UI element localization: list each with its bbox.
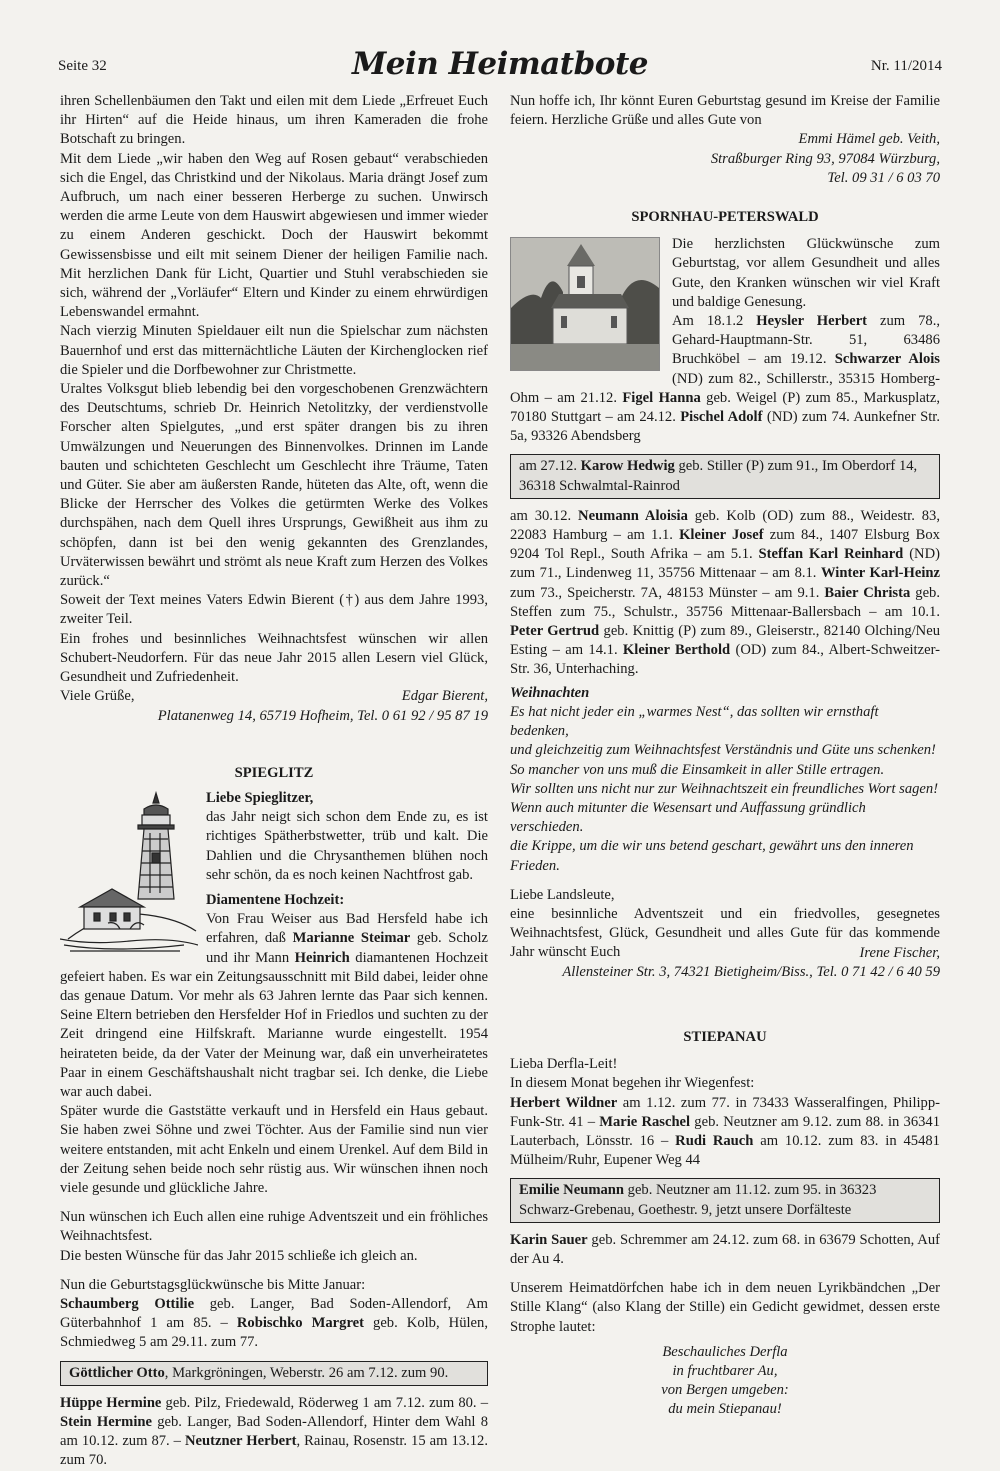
person-name: Pischel Adolf xyxy=(680,409,763,426)
left-column xyxy=(60,92,488,1471)
greeting: Viele Grüße, xyxy=(60,688,135,705)
text-run: , Rainau, Rosenstr. 15 am 13.12. zum 70. xyxy=(60,1433,488,1469)
section-heading-stiepanau: STIEPANAU xyxy=(683,1028,767,1045)
section-heading-spieglitz: SPIEGLITZ xyxy=(234,764,314,781)
signature-phone: Tel. 09 31 / 6 03 70 xyxy=(827,169,940,186)
birthday-list xyxy=(510,507,940,680)
text-run: geb. Kolb (OD) zum 88., Weidestr. 83, 22083 Hamburg – am 1.1. xyxy=(510,507,940,544)
person-name: Steffan Karl Reinhard xyxy=(758,546,904,563)
person-name: Emilie Neumann xyxy=(519,1182,624,1199)
signature-address: Platanenweg 14, 65719 Hofheim, Tel. 0 61 92 / 95 87 19 xyxy=(157,707,488,724)
person-name: Stein Hermine xyxy=(60,1414,152,1430)
person-name: Kleiner Josef xyxy=(679,527,764,544)
person-name: Peter Gertrud xyxy=(510,623,600,640)
tower-icon xyxy=(60,789,198,955)
person-name: Herbert Wildner xyxy=(510,1094,618,1111)
text-run: Von Frau Weiser aus Bad Hersfeld habe ich erfahren, daß xyxy=(206,911,488,947)
signature-name: Irene Fischer, xyxy=(859,944,940,961)
text-run: am 27.12. xyxy=(519,458,581,475)
signature-line xyxy=(60,687,488,706)
verse-line: du mein Stiepanau! xyxy=(668,1401,782,1418)
paragraph: Später wurde die Gaststätte verkauft und in Hersfeld ein Haus gebaut. Sie haben zwei Söhne und zwei Töchter. Aus der Familie sind nun vier weitere entstanden, mit acht Enkeln und einem Urenkel. Auf dem Bild in der Zeitung sehen beide noch sehr rüstig aus. Wir wünschen ihnen noch viele gesunde und glückliche Jahre. xyxy=(60,1103,488,1196)
person-name: Baier Christa xyxy=(824,584,911,601)
person-name: Rudi Rauch xyxy=(675,1132,754,1149)
birthday-list xyxy=(60,1394,488,1471)
signature-name: Edgar Bierent, xyxy=(401,688,488,705)
poem-line: Wir sollten uns nicht nur zur Weihnachtszeit ein freundliches Wort sagen! xyxy=(510,780,939,797)
section-heading-spornhau: SPORNHAU-PETERSWALD xyxy=(631,209,819,226)
person-name: Neutzner Herbert xyxy=(184,1433,297,1450)
poem-line: Wenn auch mitunter die Wesensart und Auffassung gründlich verschieden. xyxy=(510,799,866,836)
paragraph: eine besinnliche Adventszeit und ein friedvolles, gesegnetes Weihnachtsfest, Glück, Gesundheit und alles Gute für das kommende Jahr wünscht Euch xyxy=(510,905,940,961)
text-run: am 30.12. xyxy=(510,507,579,524)
salutation: Liebe Spieglitzer, xyxy=(206,789,314,806)
paragraph: ihren Schellenbäumen den Takt und eilen mit dem Liede „Erfreuet Euch ihr Hirten“ auf die Heide hinaus, um ihren Kameraden die frohe Botschaft zu bringen. xyxy=(60,93,488,148)
greeting: Liebe Landsleute, xyxy=(510,886,615,903)
person-name: Robischko Margret xyxy=(236,1315,364,1332)
person-name: Heinrich xyxy=(294,949,350,966)
highlight-box xyxy=(60,1361,488,1386)
text-run: (OD) zum 84., Albert-Schweitzer-Str. 36, Unterhaching. xyxy=(510,642,940,678)
text-run: geb. Knittig (P) zum 89., Gleiserstr., 82140 Olching/Neu Esting – am 14.1. xyxy=(510,623,940,659)
person-name: Hüppe Hermine xyxy=(60,1394,162,1411)
paragraph: In diesem Monat begehen ihr Wiegenfest: xyxy=(510,1075,755,1092)
text-run: Am 18.1.2 xyxy=(672,313,757,330)
person-name: Heysler Herbert xyxy=(756,313,868,330)
text-run: geb. Langer, Bad Soden-Allendorf, Am Güterbahnhof 1 am 85. – xyxy=(60,1295,488,1332)
issue-number: Nr. 11/2014 xyxy=(870,58,942,74)
text-run: geb. Neutzner am 11.12. zum 95. in 36323 Schwarz-Grebenau, Goethestr. 9, jetzt unsere Dorfälteste xyxy=(519,1182,877,1218)
paragraph: Nun wünschen ich Euch allen eine ruhige Adventszeit und ein fröhliches Weihnachtsfest. xyxy=(60,1209,488,1245)
text-run: geb. Stiller (P) zum 91., Im Oberdorf 14, 36318 Schwalmtal-Rainrod xyxy=(519,458,918,494)
text-run: diamantenen Hochzeit gefeiert haben. Es war ein Zeitungsausschnitt mit Bild dabei, leider ohne das genaue Datum. Vor mehr als 63 Jahren lernte das Paar sich kennen. Seine Eltern betrieben den Hersfelder Hof in Friedlos und suchten zu der Zeit dringend eine Hilfskraft. Marianne wurde eingestellt. 1954 heirateten beide, da der Vater der Meinung war, daß ein unverheiratetes Paar in einem Geschäftshaushalt nicht tragbar sei. Ich denke, die Liebe war auch dabei. xyxy=(60,949,488,1100)
verse-line: Beschauliches Derfla xyxy=(662,1343,788,1360)
text-run: geb. Scholz und ihr Mann xyxy=(206,930,488,966)
person-name: Schaumberg Ottilie xyxy=(60,1295,195,1312)
paragraph: das Jahr neigt sich schon dem Ende zu, es ist richtiges Spätherbstwetter, trüb und kalt. Die Dahlien und die Chrysanthemen blühen noch sehr schön, da es noch keinen Nachtfrost gab. xyxy=(206,809,488,883)
poem-title: Weihnachten xyxy=(510,684,590,701)
verse-line: von Bergen umgeben: xyxy=(661,1382,789,1399)
paragraph: Uraltes Volksgut blieb lebendig bei den vorgeschobenen Grenzwächtern des Deutschtums, schrieb Dr. Heinrich Netolitzky, der verdienstvolle Forscher alten Spielgutes, „und erst später drangen bis zu ihren Umwälzungen und Neuerungen des Binnenvolkes. Drinnen im Lande bauten und schichteten Geschlecht um Geschlecht ihre Träume, Taten und Güter. Sie aber am äußersten Rande, hüteten das Alte, oft, wenn die Blicke der Herrscher des Volkes die getürmten Werke des Volkes durchspähen, nach dem Quell ihres Ursprungs, Gewißheit aus ihm zu schöpfen, dann ist bei den wenig gekannten des Grenzlandes, Urväterwissen bewährt und strömt als neue Kraft zum Herzen des Volkes zurück.“ xyxy=(60,381,488,590)
text-run: , Markgröningen, Weberstr. 26 am 7.12. zum 90. xyxy=(164,1364,449,1381)
paragraph: Die besten Wünsche für das Jahr 2015 schließe ich gleich an. xyxy=(60,1247,418,1264)
paragraph: Nach vierzig Minuten Spieldauer eilt nun die Spielschar zum nächsten Bauernhof und erst das mitternächtliche Läuten der Kirchenglocken rief die Spieler und die Dorfbewohner zur Christmette. xyxy=(60,323,488,378)
signature-name: Emmi Hämel geb. Veith, xyxy=(798,131,940,148)
highlight-box xyxy=(510,1178,940,1222)
text-run: geb. Steffen zum 75., Schulstr., 35756 Mittenaar-Ballersbach – am 10.1. xyxy=(510,584,940,620)
poem-line: So mancher von uns muß die Einsamkeit in aller Stille ertragen. xyxy=(510,761,885,778)
right-column xyxy=(510,92,940,1420)
poem-line: und gleichzeitig zum Weihnachtsfest Verständnis und Güte uns schenken! xyxy=(510,742,936,759)
highlight-box xyxy=(510,454,940,498)
person-name: Neumann Aloisia xyxy=(578,507,688,524)
subheading-diamond-wedding: Diamentene Hochzeit: xyxy=(206,891,345,908)
text-run: zum 78., Gehard-Hauptmann-Str. 51, 63486 Bruchköbel – am 19.12. xyxy=(672,313,940,368)
signature-address: Straßburger Ring 93, 97084 Würzburg, xyxy=(710,150,940,167)
text-run: geb. Weigel (P) zum 85., Markusplatz, 70180 Stuttgart – am 24.12. xyxy=(510,389,940,426)
person-name: Karow Hedwig xyxy=(580,458,675,475)
church-icon xyxy=(511,238,659,370)
birthday-list xyxy=(510,1231,940,1269)
text-run: geb. Neutzner am 9.12. zum 88. in 36341 Lauterbach, Lönsstr. 16 – xyxy=(510,1113,941,1149)
paragraph: Soweit der Text meines Vaters Edwin Bierent (†) aus dem Jahre 1993, zweiter Teil. xyxy=(60,592,488,628)
person-name: Winter Karl-Heinz xyxy=(820,565,941,582)
verse-line: in fruchtbarer Au, xyxy=(672,1362,778,1379)
masthead: Mein Heimatbote xyxy=(351,46,649,82)
person-name: Marianne Steimar xyxy=(292,930,411,947)
text-run: (ND) zum 82., Schillerstr., 35315 Homberg-Ohm – am 21.12. xyxy=(510,370,940,406)
person-name: Kleiner Berthold xyxy=(622,642,731,659)
poem-line: die Krippe, um die wir uns betend geschart, gewährt uns den inneren Frieden. xyxy=(510,838,914,874)
page-header xyxy=(58,46,942,86)
text-run: geb. Schremmer am 24.12. zum 68. in 63679 Schotten, Auf der Au 4. xyxy=(510,1231,940,1267)
tower-illustration xyxy=(60,789,198,961)
paragraph: Unserem Heimatdörfchen habe ich in dem neuen Lyrikbändchen „Der Stille Klang“ (also Klang der Stille) ein Gedicht gewidmet, dessen erste Strophe lautet: xyxy=(510,1280,940,1335)
church-photo xyxy=(510,237,660,371)
person-name: Schwarzer Alois xyxy=(834,351,940,368)
greeting: Lieba Derfla-Leit! xyxy=(510,1056,618,1073)
person-name: Figel Hanna xyxy=(622,389,701,406)
text-run: (ND) zum 74. Aunkefner Str. 5a, 93326 Abendsberg xyxy=(510,409,940,445)
text-run: geb. Langer, Bad Soden-Allendorf, Hinter dem Wahl 8 am 10.12. zum 87. – xyxy=(60,1414,488,1450)
person-name: Karin Sauer xyxy=(510,1231,588,1248)
paragraph: Die herzlichsten Glückwünsche zum Geburtstag, vor allem Gesundheit und alles Gute, den Kranken wünschen wir viel Kraft und baldige Genesung. xyxy=(672,236,940,310)
paragraph: Ein frohes und besinnliches Weihnachtsfest wünschen wir allen Schubert-Neudorfern. Für das neue Jahr 2015 allen Lesern viel Glück, Gesundheit und Zufriedenheit. xyxy=(60,630,488,686)
signature-address: Allensteiner Str. 3, 74321 Bietigheim/Biss., Tel. 0 71 42 / 6 40 59 xyxy=(562,963,940,980)
text-run: zum 84., 1407 Elsburg Box 9204 Tol Repl., South Afrika – am 5.1. xyxy=(510,527,940,563)
paragraph: Nun die Geburtstagsglückwünsche bis Mitte Januar: xyxy=(60,1276,366,1293)
text-run: am 1.12. zum 77. in 73433 Wasseralfingen, Philipp-Funk-Str. 41 – xyxy=(510,1094,941,1130)
text-run: am 10.12. zum 83. in 45481 Mülheim/Ruhr, Eupener Weg 44 xyxy=(510,1132,940,1169)
text-run: (ND) zum 71., Lindenweg 11, 35756 Mittenaar – am 8.1. xyxy=(510,546,940,582)
person-name: Göttlicher Otto xyxy=(69,1364,165,1381)
text-run: zum 73., Speicherstr. 7A, 48153 Münster – am 9.1. xyxy=(510,584,825,601)
birthday-list xyxy=(60,1295,488,1353)
text-run: geb. Pilz, Friedewald, Röderweg 1 am 7.12. zum 80. – xyxy=(161,1394,488,1411)
birthday-list xyxy=(510,1094,940,1171)
paragraph: Mit dem Liede „wir haben den Weg auf Rosen gebaut“ verabschieden sich die Engel, das Christkind und der Nikolaus. Maria drängt Josef zum Aufbruch, um nach einer besseren Herberge zu suchen. Unwirsch werden die arme Leute von dem Hauswirt abgewiesen und immer wieder zu einem Anderen geschickt. Doch der Hauswirt bekommt Gewissensbisse und eilt mit seinem Diener der heiligen Familie nach. Mit herzlichen Dank für Licht, Quartier und Stuhl verabschieden sie sich, während der „Vorläufer“ Eltern und Kinder zu einem ehrwürdigen Lebenswandel ermahnt. xyxy=(60,150,488,321)
text-run: geb. Kolb, Hülen, Schmiedweg 5 am 29.11. zum 77. xyxy=(60,1315,488,1351)
paragraph: Nun hoffe ich, Ihr könnt Euren Geburtstag gesund im Kreise der Familie feiern. Herzliche Grüße und alles Gute von xyxy=(510,93,940,129)
person-name: Marie Raschel xyxy=(599,1113,691,1130)
poem-line: Es hat nicht jeder ein „warmes Nest“, das sollten wir ernsthaft bedenken, xyxy=(510,703,879,740)
page-number: Seite 32 xyxy=(58,58,107,74)
